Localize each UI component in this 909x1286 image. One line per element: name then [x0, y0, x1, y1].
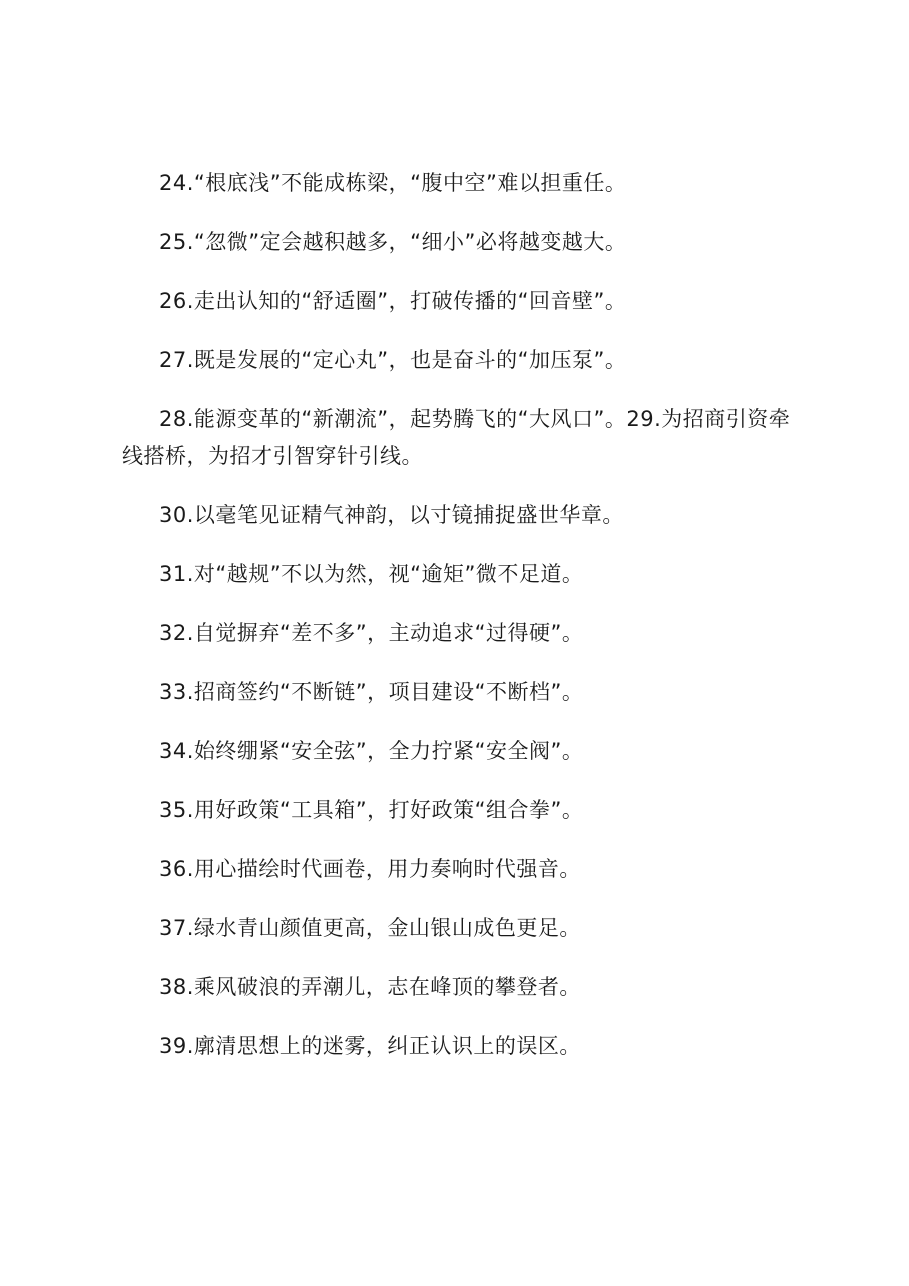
paragraph-39: 39.廓清思想上的迷雾，纠正认识上的误区。 [159, 1034, 581, 1058]
paragraph-27: 27.既是发展的“定心丸”，也是奋斗的“加压泵”。 [159, 348, 627, 372]
paragraph-38: 38.乘风破浪的弄潮儿，志在峰顶的攀登者。 [159, 975, 581, 999]
paragraph-26: 26.走出认知的“舒适圈”，打破传播的“回音壁”。 [159, 289, 627, 313]
paragraph-31: 31.对“越规”不以为然，视“逾矩”微不足道。 [159, 562, 584, 586]
paragraph-28-29: 28.能源变革的“新潮流”，起势腾飞的“大风口”。29.为招商引资牵线搭桥，为招才引智穿针引线。 [122, 407, 791, 468]
paragraph-25: 25.“忽微”定会越积越多，“细小”必将越变越大。 [159, 230, 627, 254]
paragraph-37: 37.绿水青山颜值更高，金山银山成色更足。 [159, 916, 581, 940]
paragraph-32: 32.自觉摒弃“差不多”，主动追求“过得硬”。 [159, 621, 584, 645]
paragraph-35: 35.用好政策“工具箱”，打好政策“组合拳”。 [159, 798, 584, 822]
paragraph-24: 24.“根底浅”不能成栋梁，“腹中空”难以担重任。 [159, 171, 627, 195]
paragraph-34: 34.始终绷紧“安全弦”，全力拧紧“安全阀”。 [159, 739, 584, 763]
paragraph-30: 30.以毫笔见证精气神韵，以寸镜捕捉盛世华章。 [159, 503, 624, 527]
paragraph-36: 36.用心描绘时代画卷，用力奏响时代强音。 [159, 857, 581, 881]
document-body [122, 165, 802, 1087]
paragraph-33: 33.招商签约“不断链”，项目建设“不断档”。 [159, 680, 584, 704]
